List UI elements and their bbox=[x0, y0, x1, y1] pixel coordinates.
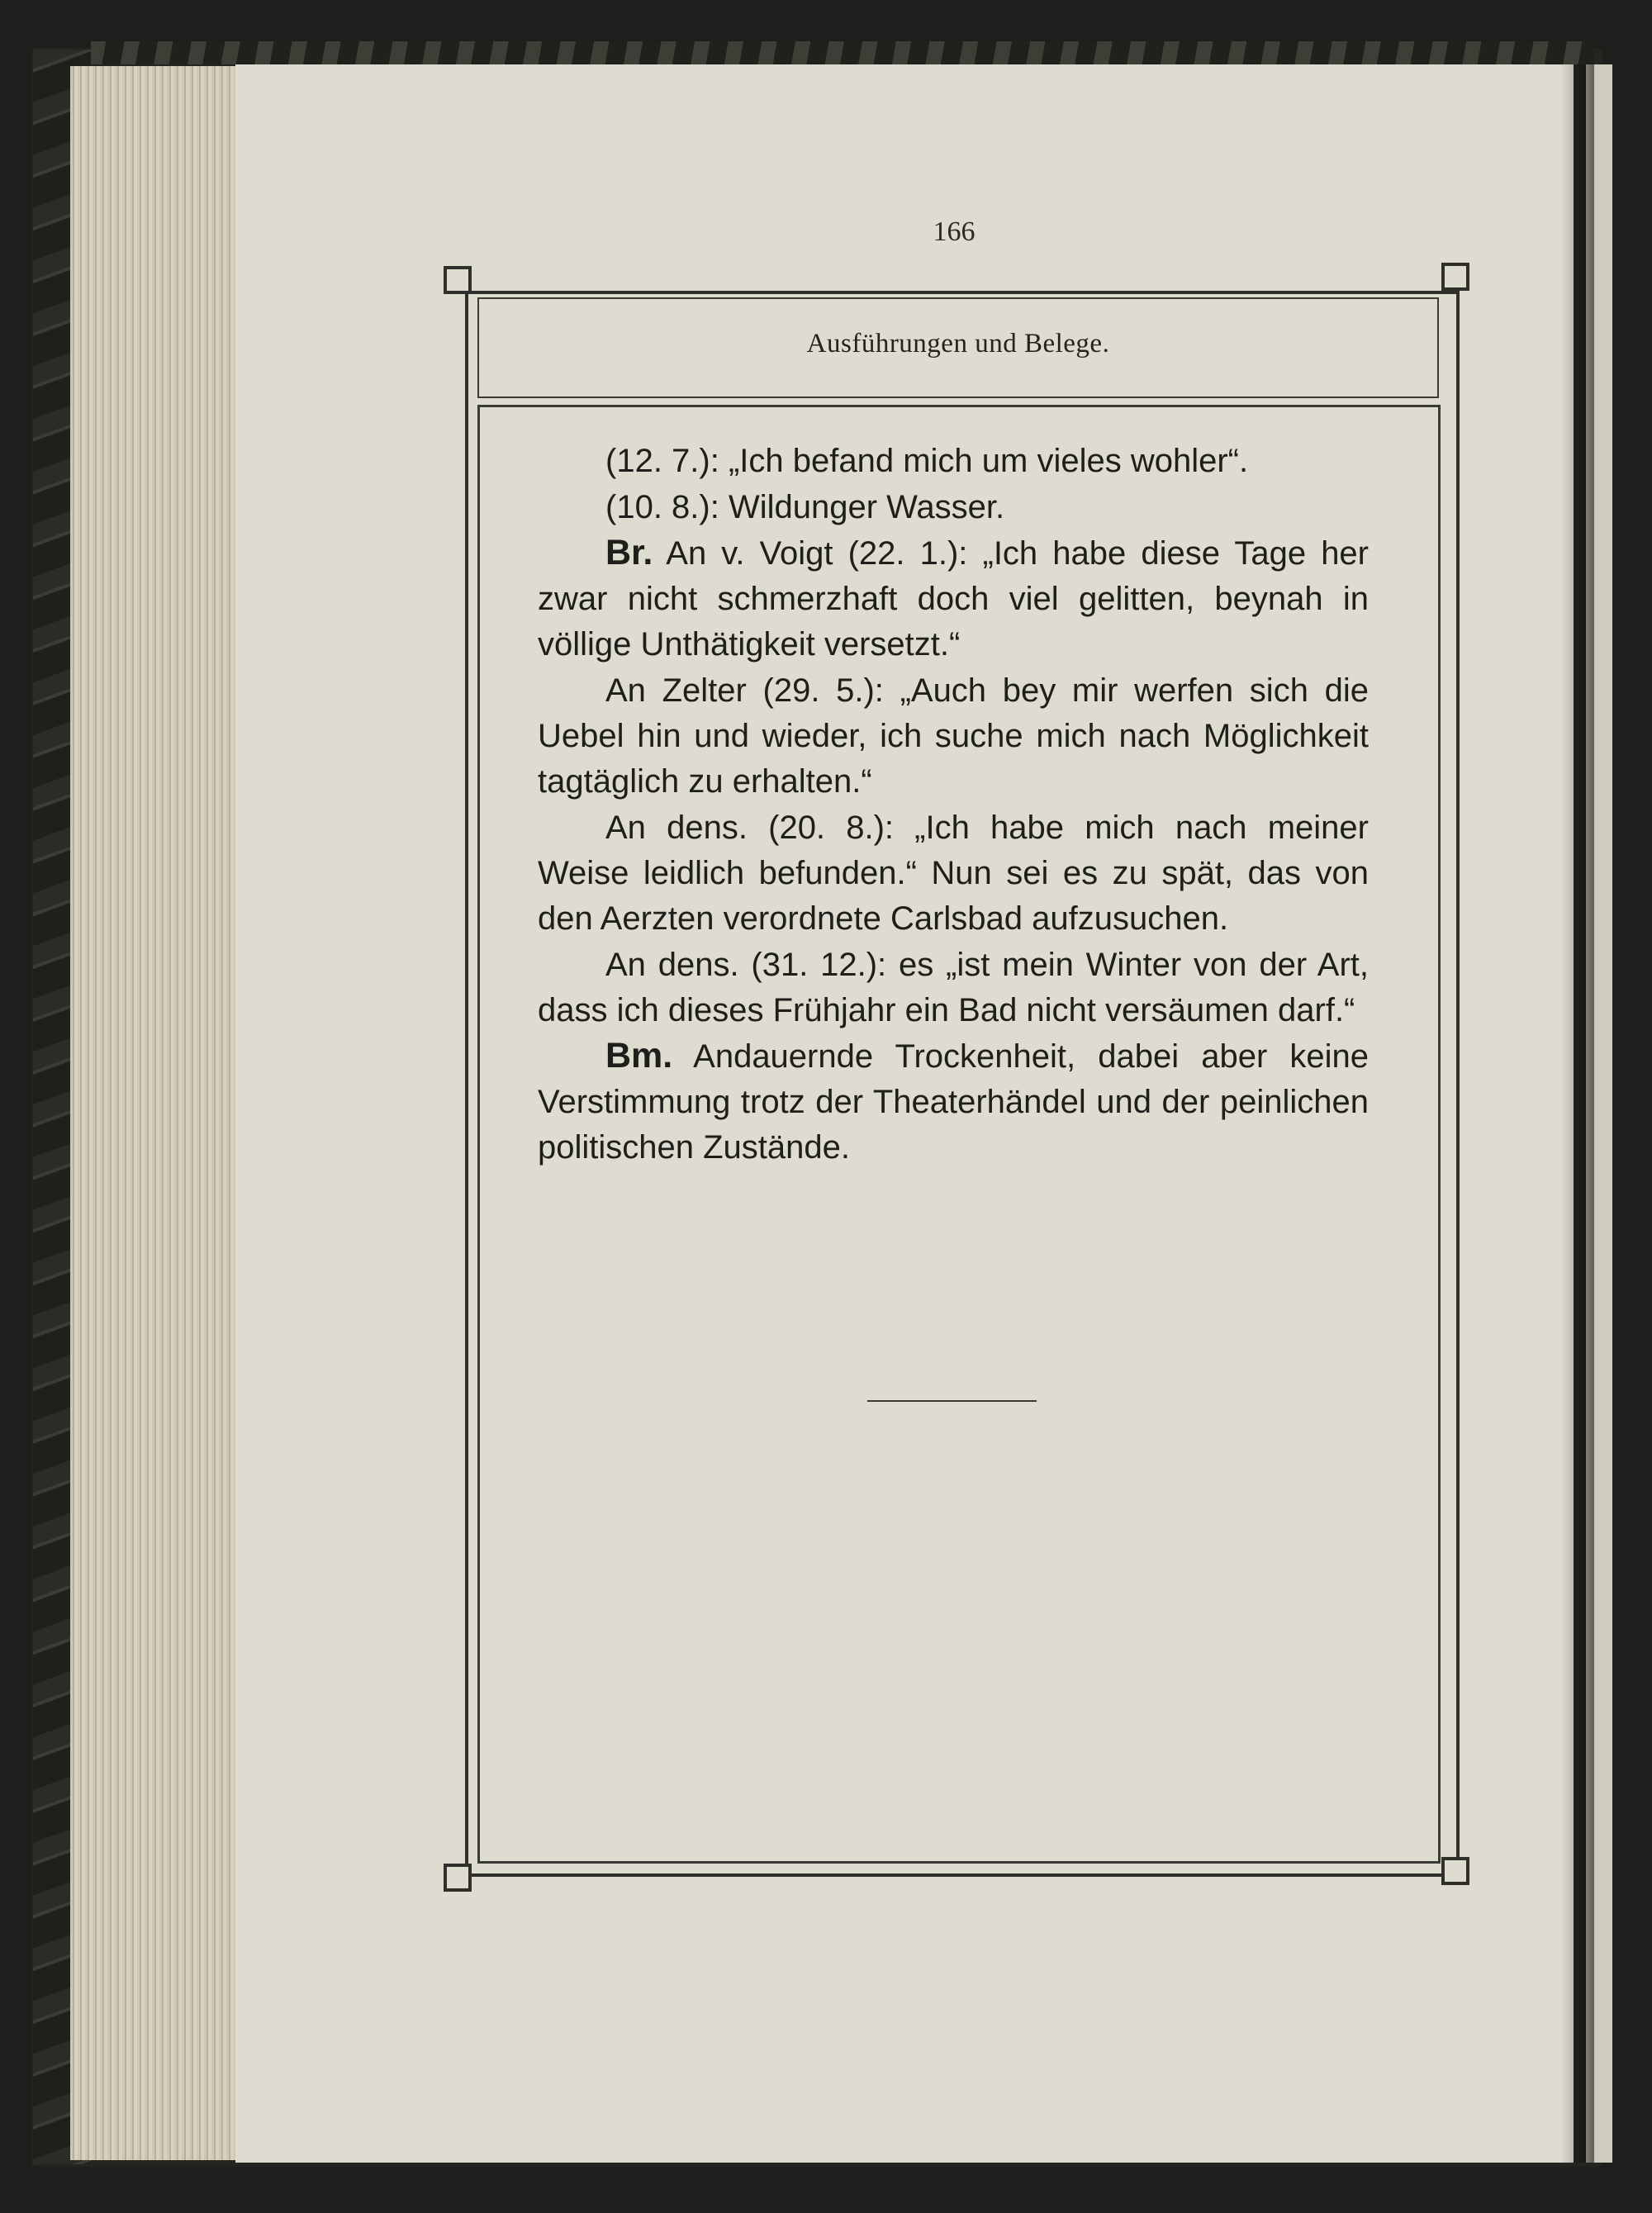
paragraph-text: An v. Voigt (22. 1.): „Ich habe diese Tage her zwar nicht schmerzhaft doch viel gelitten, beynah in völlige Unthätigkeit versetzt.“ bbox=[538, 535, 1370, 662]
body-text bbox=[538, 438, 1369, 1171]
paragraph bbox=[538, 805, 1369, 942]
frame-corner-top-right bbox=[1441, 263, 1469, 291]
paragraph-text: An dens. (20. 8.): „Ich habe mich nach meiner Weise leidlich befunden.“ Nun sei es zu spät, das von den Aerzten verordnete Carlsbad aufzusuchen. bbox=[538, 810, 1369, 937]
paragraph bbox=[538, 530, 1369, 667]
marbled-top-edge bbox=[91, 41, 1594, 64]
paragraph-text: (12. 7.): „Ich befand mich um vieles wohler“. bbox=[605, 443, 1249, 479]
paragraph-text: An Zelter (29. 5.): „Auch bey mir werfen sich die Uebel hin und wieder, ich suche mich nach Möglichkeit tagtäglich zu erhalten.“ bbox=[538, 672, 1369, 800]
paragraph-label: Bm. bbox=[605, 1036, 673, 1076]
frame-corner-bottom-right bbox=[1441, 1857, 1469, 1885]
paragraph-text: (10. 8.): Wildunger Wasser. bbox=[605, 489, 1005, 525]
paragraph bbox=[538, 438, 1369, 484]
paragraph bbox=[538, 1033, 1369, 1171]
paragraph bbox=[538, 942, 1369, 1033]
frame-corner-top-left bbox=[444, 266, 472, 294]
page-number: 166 bbox=[933, 216, 976, 247]
closing-rule bbox=[867, 1400, 1037, 1402]
frame-corner-bottom-left bbox=[444, 1864, 472, 1892]
paragraph bbox=[538, 484, 1369, 530]
paragraph-text: Andauernde Trockenheit, dabei aber keine Verstimmung trotz der Theaterhändel und der peinlichen politischen Zustände. bbox=[538, 1038, 1369, 1166]
paragraph-label: Br. bbox=[605, 533, 653, 572]
paragraph-text: An dens. (31. 12.): es „ist mein Winter von der Art, dass ich dieses Frühjahr ein Bad nicht versäumen darf.“ bbox=[538, 947, 1369, 1028]
page-gutter bbox=[1561, 64, 1594, 2163]
running-header: Ausführungen und Belege. bbox=[806, 329, 1110, 359]
page-edges bbox=[70, 66, 235, 2160]
paragraph bbox=[538, 667, 1369, 805]
